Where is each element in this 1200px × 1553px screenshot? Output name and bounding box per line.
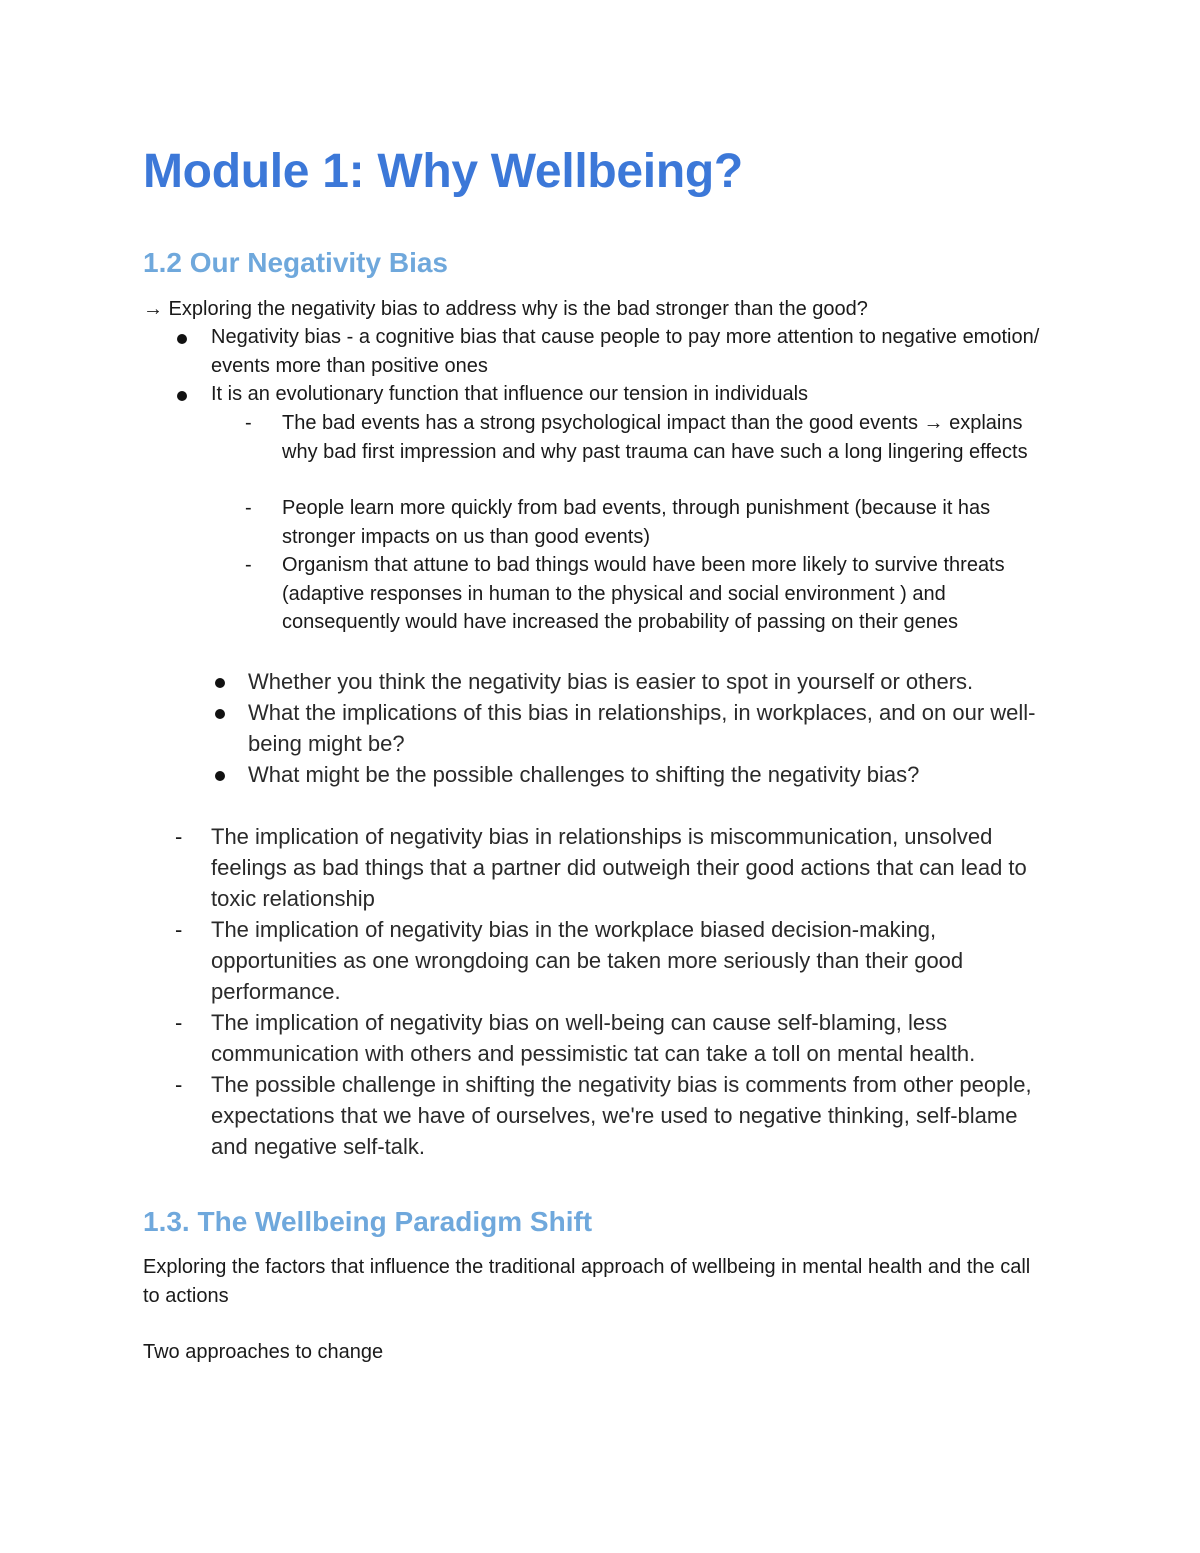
dash-icon: - [175, 1010, 183, 1035]
section-heading-negativity-bias: 1.2 Our Negativity Bias [143, 247, 449, 278]
section-intro: Exploring the factors that influence the traditional approach of wellbeing in mental health and the call to actions [143, 1256, 1031, 1307]
bullet-icon [177, 391, 187, 401]
dash-icon: - [175, 1072, 183, 1097]
bullet-icon [215, 771, 225, 781]
section-heading-paradigm-shift: 1.3. The Wellbeing Paradigm Shift [143, 1206, 593, 1237]
page-title: Module 1: Why Wellbeing? [143, 145, 743, 198]
section-note: Two approaches to change [143, 1341, 384, 1363]
bullet-icon [215, 709, 225, 719]
document-page: Module 1: Why Wellbeing? 1.2 Our Negativity Bias → Exploring the negativity bias to address why is the bad stronger than the good? Negativity bias - a cognitive bias that cause people to pay more attention to negative emotion/ events more than positive ones It is an evolutionary function that influence our tension in individuals - The bad events has a strong psychological impact than the good events → explains why bad first impression and why past trauma can have such a long lingering effects - People learn more quickly from bad events, through punishment (because it has stronger impacts on us than good events) - Organism that attune to bad things would have been more likely to survive threats (adaptive responses in human to the physical and social environment ) and consequently would have increased the probability of passing on their genes Whether you think the negativity bias is easier to spot in yourself or others. What the implications of this bias in relationships, in workplaces, and on our well-being might be? What might be the possible challenges to shifting the negativity bias? - The implication of negativity bias in relationships is miscommunication, unsolved feelings as bad things that a partner did outweigh their good actions that can lead to toxic relationship - The implication of negativity bias in the workplace biased decision-making, opportunities as one wrongdoing can be taken more seriously than their good performance. - The implication of negativity bias on well-being can cause self-blaming, less communication with others and pessimistic tat can take a toll on mental health. - The possible challenge in shifting the negativity bias is comments from other people, expectations that we have of ourselves, we're used to negative thinking, self-blame and negative self-talk. 1.3. The Wellbeing Paradigm Shift Exploring the factors that influence the traditional approach of wellbeing in mental health and the call to actions Two approaches to change [0, 0, 1200, 1553]
dash-icon: - [175, 824, 183, 849]
dash-icon: - [245, 554, 252, 576]
dash-icon: - [245, 497, 252, 519]
bullet-icon [177, 334, 187, 344]
dash-icon: - [175, 917, 183, 942]
bullet-icon [215, 678, 225, 688]
section-intro: → Exploring the negativity bias to address why is the bad stronger than the good? [143, 298, 868, 320]
dash-icon: - [245, 412, 252, 434]
